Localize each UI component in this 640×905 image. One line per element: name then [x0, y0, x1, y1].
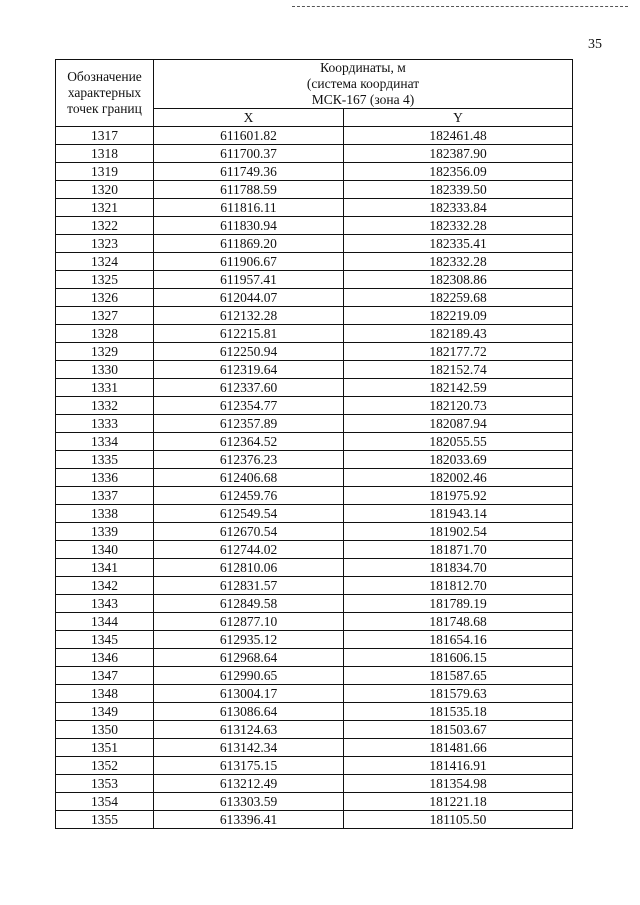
- y-coordinate-cell: 181606.15: [344, 649, 573, 667]
- coordinates-table: [55, 59, 573, 829]
- point-id-cell: 1321: [56, 199, 154, 217]
- y-coordinate-cell: 182356.09: [344, 163, 573, 181]
- x-coordinate-cell: 612337.60: [154, 379, 344, 397]
- y-coordinate-cell: 182387.90: [344, 145, 573, 163]
- x-coordinate-cell: 611869.20: [154, 235, 344, 253]
- x-coordinate-cell: 612044.07: [154, 289, 344, 307]
- y-coordinate-cell: 182339.50: [344, 181, 573, 199]
- x-coordinate-cell: 613142.34: [154, 739, 344, 757]
- x-coordinate-cell: 612406.68: [154, 469, 344, 487]
- y-coordinate-cell: 182087.94: [344, 415, 573, 433]
- y-coordinate-cell: 181789.19: [344, 595, 573, 613]
- coordinates-header-line: МСК-167 (зона 4): [311, 92, 415, 107]
- table-row: [56, 217, 573, 235]
- table-row: [56, 181, 573, 199]
- x-coordinate-cell: 612990.65: [154, 667, 344, 685]
- table-row: [56, 361, 573, 379]
- point-id-cell: 1322: [56, 217, 154, 235]
- x-coordinate-cell: 611788.59: [154, 181, 344, 199]
- point-id-cell: 1324: [56, 253, 154, 271]
- coordinates-header-line: Координаты, м: [320, 60, 406, 75]
- table-row: [56, 235, 573, 253]
- table-row: [56, 379, 573, 397]
- y-coordinate-cell: 181105.50: [344, 811, 573, 829]
- x-coordinate-cell: 612849.58: [154, 595, 344, 613]
- x-coordinate-cell: 612319.64: [154, 361, 344, 379]
- table-row: [56, 505, 573, 523]
- point-label-line: точек границ: [67, 101, 142, 116]
- y-coordinate-cell: 181654.16: [344, 631, 573, 649]
- table-row: [56, 307, 573, 325]
- y-coordinate-cell: 181902.54: [344, 523, 573, 541]
- point-id-cell: 1319: [56, 163, 154, 181]
- table-row: [56, 127, 573, 145]
- y-coordinate-cell: 181748.68: [344, 613, 573, 631]
- point-id-cell: 1326: [56, 289, 154, 307]
- y-coordinate-cell: 182002.46: [344, 469, 573, 487]
- point-id-cell: 1339: [56, 523, 154, 541]
- point-id-cell: 1349: [56, 703, 154, 721]
- y-coordinate-cell: 181579.63: [344, 685, 573, 703]
- point-id-cell: 1335: [56, 451, 154, 469]
- point-id-cell: 1329: [56, 343, 154, 361]
- table-row: [56, 541, 573, 559]
- y-coordinate-cell: 182177.72: [344, 343, 573, 361]
- x-coordinate-cell: 612459.76: [154, 487, 344, 505]
- y-coordinate-cell: 182033.69: [344, 451, 573, 469]
- point-label-line: Обозначение: [67, 69, 142, 84]
- table-row: [56, 649, 573, 667]
- x-coordinate-cell: 611816.11: [154, 199, 344, 217]
- table-row: [56, 145, 573, 163]
- point-id-cell: 1317: [56, 127, 154, 145]
- table-row: [56, 739, 573, 757]
- point-label-line: характерных: [67, 85, 142, 100]
- x-coordinate-cell: 611700.37: [154, 145, 344, 163]
- point-id-cell: 1328: [56, 325, 154, 343]
- x-coordinate-cell: 613086.64: [154, 703, 344, 721]
- table-row: [56, 163, 573, 181]
- x-coordinate-cell: 613303.59: [154, 793, 344, 811]
- table-row: [56, 433, 573, 451]
- y-coordinate-cell: 182055.55: [344, 433, 573, 451]
- x-coordinate-cell: 613175.15: [154, 757, 344, 775]
- x-coordinate-cell: 612364.52: [154, 433, 344, 451]
- y-coordinate-cell: 181943.14: [344, 505, 573, 523]
- x-coordinate-cell: 612250.94: [154, 343, 344, 361]
- x-coordinate-cell: 612877.10: [154, 613, 344, 631]
- x-coordinate-cell: 612744.02: [154, 541, 344, 559]
- y-coordinate-cell: 182219.09: [344, 307, 573, 325]
- y-coordinate-cell: 182332.28: [344, 253, 573, 271]
- table-row: [56, 487, 573, 505]
- y-coordinate-cell: 181975.92: [344, 487, 573, 505]
- point-id-cell: 1331: [56, 379, 154, 397]
- x-coordinate-cell: 611749.36: [154, 163, 344, 181]
- table-row: [56, 721, 573, 739]
- table-row: [56, 811, 573, 829]
- y-axis-header: Y: [344, 109, 573, 127]
- table-row: [56, 199, 573, 217]
- table-row: [56, 577, 573, 595]
- y-coordinate-cell: 182332.28: [344, 217, 573, 235]
- coordinates-header-line: (система координат: [306, 76, 420, 91]
- x-coordinate-cell: 612376.23: [154, 451, 344, 469]
- table-row: [56, 613, 573, 631]
- point-id-cell: 1354: [56, 793, 154, 811]
- point-id-cell: 1325: [56, 271, 154, 289]
- x-coordinate-cell: 613396.41: [154, 811, 344, 829]
- table-row: [56, 343, 573, 361]
- table-row: [56, 595, 573, 613]
- table-row: [56, 397, 573, 415]
- point-id-cell: 1355: [56, 811, 154, 829]
- y-coordinate-cell: 182152.74: [344, 361, 573, 379]
- x-coordinate-cell: 612935.12: [154, 631, 344, 649]
- x-coordinate-cell: 613212.49: [154, 775, 344, 793]
- y-coordinate-cell: 182333.84: [344, 199, 573, 217]
- table-row: [56, 703, 573, 721]
- table-row: [56, 253, 573, 271]
- table-row: [56, 559, 573, 577]
- y-coordinate-cell: 181812.70: [344, 577, 573, 595]
- table-row: [56, 523, 573, 541]
- x-coordinate-cell: 612810.06: [154, 559, 344, 577]
- point-id-cell: 1341: [56, 559, 154, 577]
- point-label-header: [56, 60, 154, 127]
- y-coordinate-cell: 182461.48: [344, 127, 573, 145]
- table-row: [56, 631, 573, 649]
- y-coordinate-cell: 181503.67: [344, 721, 573, 739]
- x-coordinate-cell: 611601.82: [154, 127, 344, 145]
- table-row: [56, 757, 573, 775]
- table-row: [56, 325, 573, 343]
- point-id-cell: 1338: [56, 505, 154, 523]
- x-coordinate-cell: 612215.81: [154, 325, 344, 343]
- y-coordinate-cell: 182259.68: [344, 289, 573, 307]
- point-id-cell: 1330: [56, 361, 154, 379]
- y-coordinate-cell: 181871.70: [344, 541, 573, 559]
- point-id-cell: 1353: [56, 775, 154, 793]
- table-body: [56, 127, 573, 829]
- point-id-cell: 1347: [56, 667, 154, 685]
- table-row: [56, 271, 573, 289]
- y-coordinate-cell: 182142.59: [344, 379, 573, 397]
- point-id-cell: 1340: [56, 541, 154, 559]
- y-coordinate-cell: 181221.18: [344, 793, 573, 811]
- y-coordinate-cell: 182308.86: [344, 271, 573, 289]
- y-coordinate-cell: 181481.66: [344, 739, 573, 757]
- x-coordinate-cell: 611906.67: [154, 253, 344, 271]
- point-id-cell: 1342: [56, 577, 154, 595]
- point-id-cell: 1320: [56, 181, 154, 199]
- table-row: [56, 451, 573, 469]
- x-coordinate-cell: 612357.89: [154, 415, 344, 433]
- y-coordinate-cell: 181535.18: [344, 703, 573, 721]
- table-row: [56, 469, 573, 487]
- point-id-cell: 1333: [56, 415, 154, 433]
- x-coordinate-cell: 612549.54: [154, 505, 344, 523]
- x-coordinate-cell: 612354.77: [154, 397, 344, 415]
- table-row: [56, 775, 573, 793]
- table-row: [56, 667, 573, 685]
- x-coordinate-cell: 612670.54: [154, 523, 344, 541]
- table-row: [56, 685, 573, 703]
- x-coordinate-cell: 613124.63: [154, 721, 344, 739]
- x-coordinate-cell: 613004.17: [154, 685, 344, 703]
- point-id-cell: 1318: [56, 145, 154, 163]
- x-axis-header: X: [154, 109, 344, 127]
- point-id-cell: 1344: [56, 613, 154, 631]
- y-coordinate-cell: 182120.73: [344, 397, 573, 415]
- x-coordinate-cell: 612968.64: [154, 649, 344, 667]
- point-id-cell: 1336: [56, 469, 154, 487]
- coordinates-header: [154, 60, 573, 109]
- y-coordinate-cell: 181354.98: [344, 775, 573, 793]
- y-coordinate-cell: 182335.41: [344, 235, 573, 253]
- table-header-row: [56, 60, 573, 109]
- point-id-cell: 1334: [56, 433, 154, 451]
- point-id-cell: 1352: [56, 757, 154, 775]
- x-coordinate-cell: 611957.41: [154, 271, 344, 289]
- point-id-cell: 1345: [56, 631, 154, 649]
- table-row: [56, 793, 573, 811]
- point-id-cell: 1343: [56, 595, 154, 613]
- point-id-cell: 1337: [56, 487, 154, 505]
- top-scan-line: [292, 6, 628, 7]
- table-row: [56, 289, 573, 307]
- point-id-cell: 1350: [56, 721, 154, 739]
- y-coordinate-cell: 181834.70: [344, 559, 573, 577]
- point-id-cell: 1348: [56, 685, 154, 703]
- y-coordinate-cell: 181416.91: [344, 757, 573, 775]
- point-id-cell: 1351: [56, 739, 154, 757]
- y-coordinate-cell: 182189.43: [344, 325, 573, 343]
- point-id-cell: 1323: [56, 235, 154, 253]
- point-id-cell: 1327: [56, 307, 154, 325]
- x-coordinate-cell: 612132.28: [154, 307, 344, 325]
- y-coordinate-cell: 181587.65: [344, 667, 573, 685]
- point-id-cell: 1346: [56, 649, 154, 667]
- page-number: 35: [588, 37, 602, 52]
- table-row: [56, 415, 573, 433]
- point-id-cell: 1332: [56, 397, 154, 415]
- x-coordinate-cell: 612831.57: [154, 577, 344, 595]
- x-coordinate-cell: 611830.94: [154, 217, 344, 235]
